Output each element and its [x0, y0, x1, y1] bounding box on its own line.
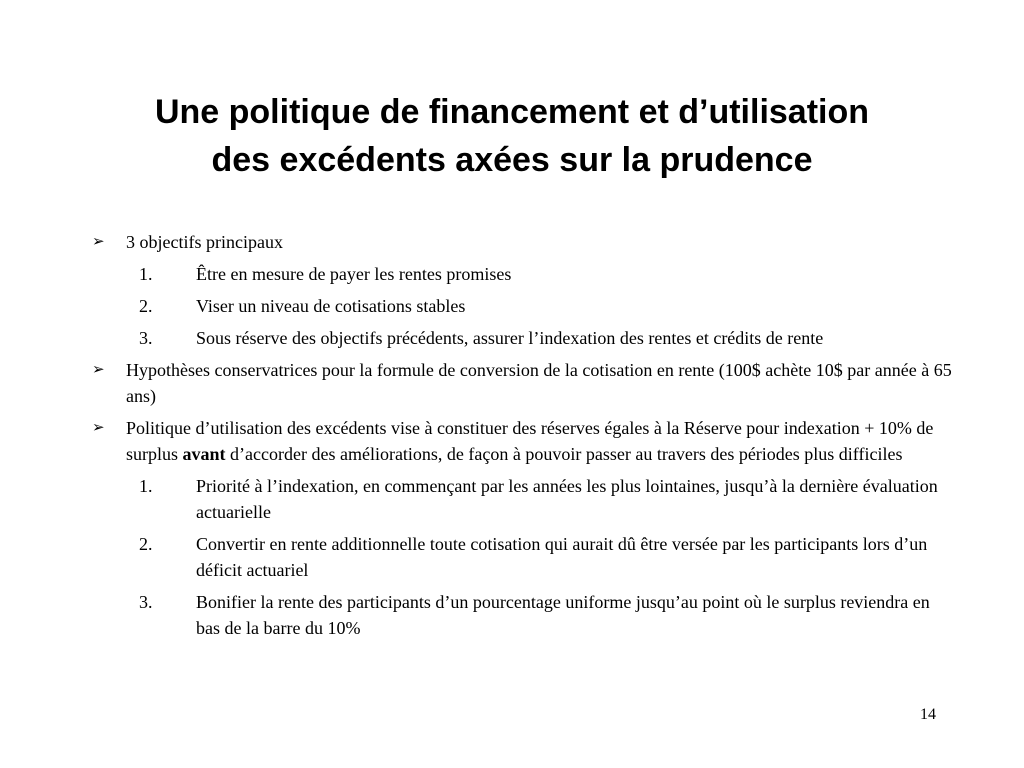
bullet-text-part2: d’accorder des améliorations, de façon à pouvoir passer au travers des périodes plus difficiles [225, 444, 903, 464]
list-item-text: Viser un niveau de cotisations stables [196, 296, 466, 316]
list-item [92, 589, 952, 641]
bullet-text-part1: Politique d’utilisation des excédents vise à constituer des réserves égales à la Réserve pour indexation + 10% de surplus [126, 418, 934, 464]
arrow-bullet-icon: ➢ [92, 234, 105, 250]
bullet-objectives [92, 229, 952, 255]
list-item-number: 3. [139, 592, 153, 612]
list-item-number: 1. [139, 476, 153, 496]
arrow-bullet-icon: ➢ [92, 362, 105, 378]
title-line-1: Une politique de financement et d’utilisation [154, 93, 870, 131]
list-item-text: Bonifier la rente des participants d’un pourcentage uniforme jusqu’au point où le surplus reviendra en bas de la barre du 10% [196, 592, 930, 638]
list-item-number: 2. [139, 534, 153, 554]
slide-body [92, 229, 952, 647]
list-item-text: Être en mesure de payer les rentes promises [196, 264, 512, 284]
bullet-hypotheses [92, 357, 952, 409]
bullet-text: 3 objectifs principaux [126, 232, 283, 252]
list-item-number: 2. [139, 296, 153, 316]
list-item [92, 473, 952, 525]
list-item [92, 325, 952, 351]
slide-title [60, 88, 964, 184]
page-number: 14 [920, 706, 936, 723]
bullet-text: Hypothèses conservatrices pour la formule de conversion de la cotisation en rente (100$ achète 10$ par année à 65 ans) [126, 360, 952, 406]
list-item-text: Convertir en rente additionnelle toute cotisation qui aurait dû être versée par les participants lors d’un déficit actuariel [196, 534, 928, 580]
list-item-number: 3. [139, 328, 153, 348]
list-item [92, 531, 952, 583]
bullet-surplus-policy [92, 415, 952, 467]
list-item-text: Sous réserve des objectifs précédents, assurer l’indexation des rentes et crédits de rente [196, 328, 824, 348]
bullet-text-bold: avant [182, 444, 226, 464]
list-item-number: 1. [139, 264, 153, 284]
title-line-2: des excédents axées sur la prudence [211, 141, 813, 179]
list-item [92, 293, 952, 319]
list-item-text: Priorité à l’indexation, en commençant par les années les plus lointaines, jusqu’à la dernière évaluation actuarielle [196, 476, 938, 522]
list-item [92, 261, 952, 287]
arrow-bullet-icon: ➢ [92, 420, 105, 436]
